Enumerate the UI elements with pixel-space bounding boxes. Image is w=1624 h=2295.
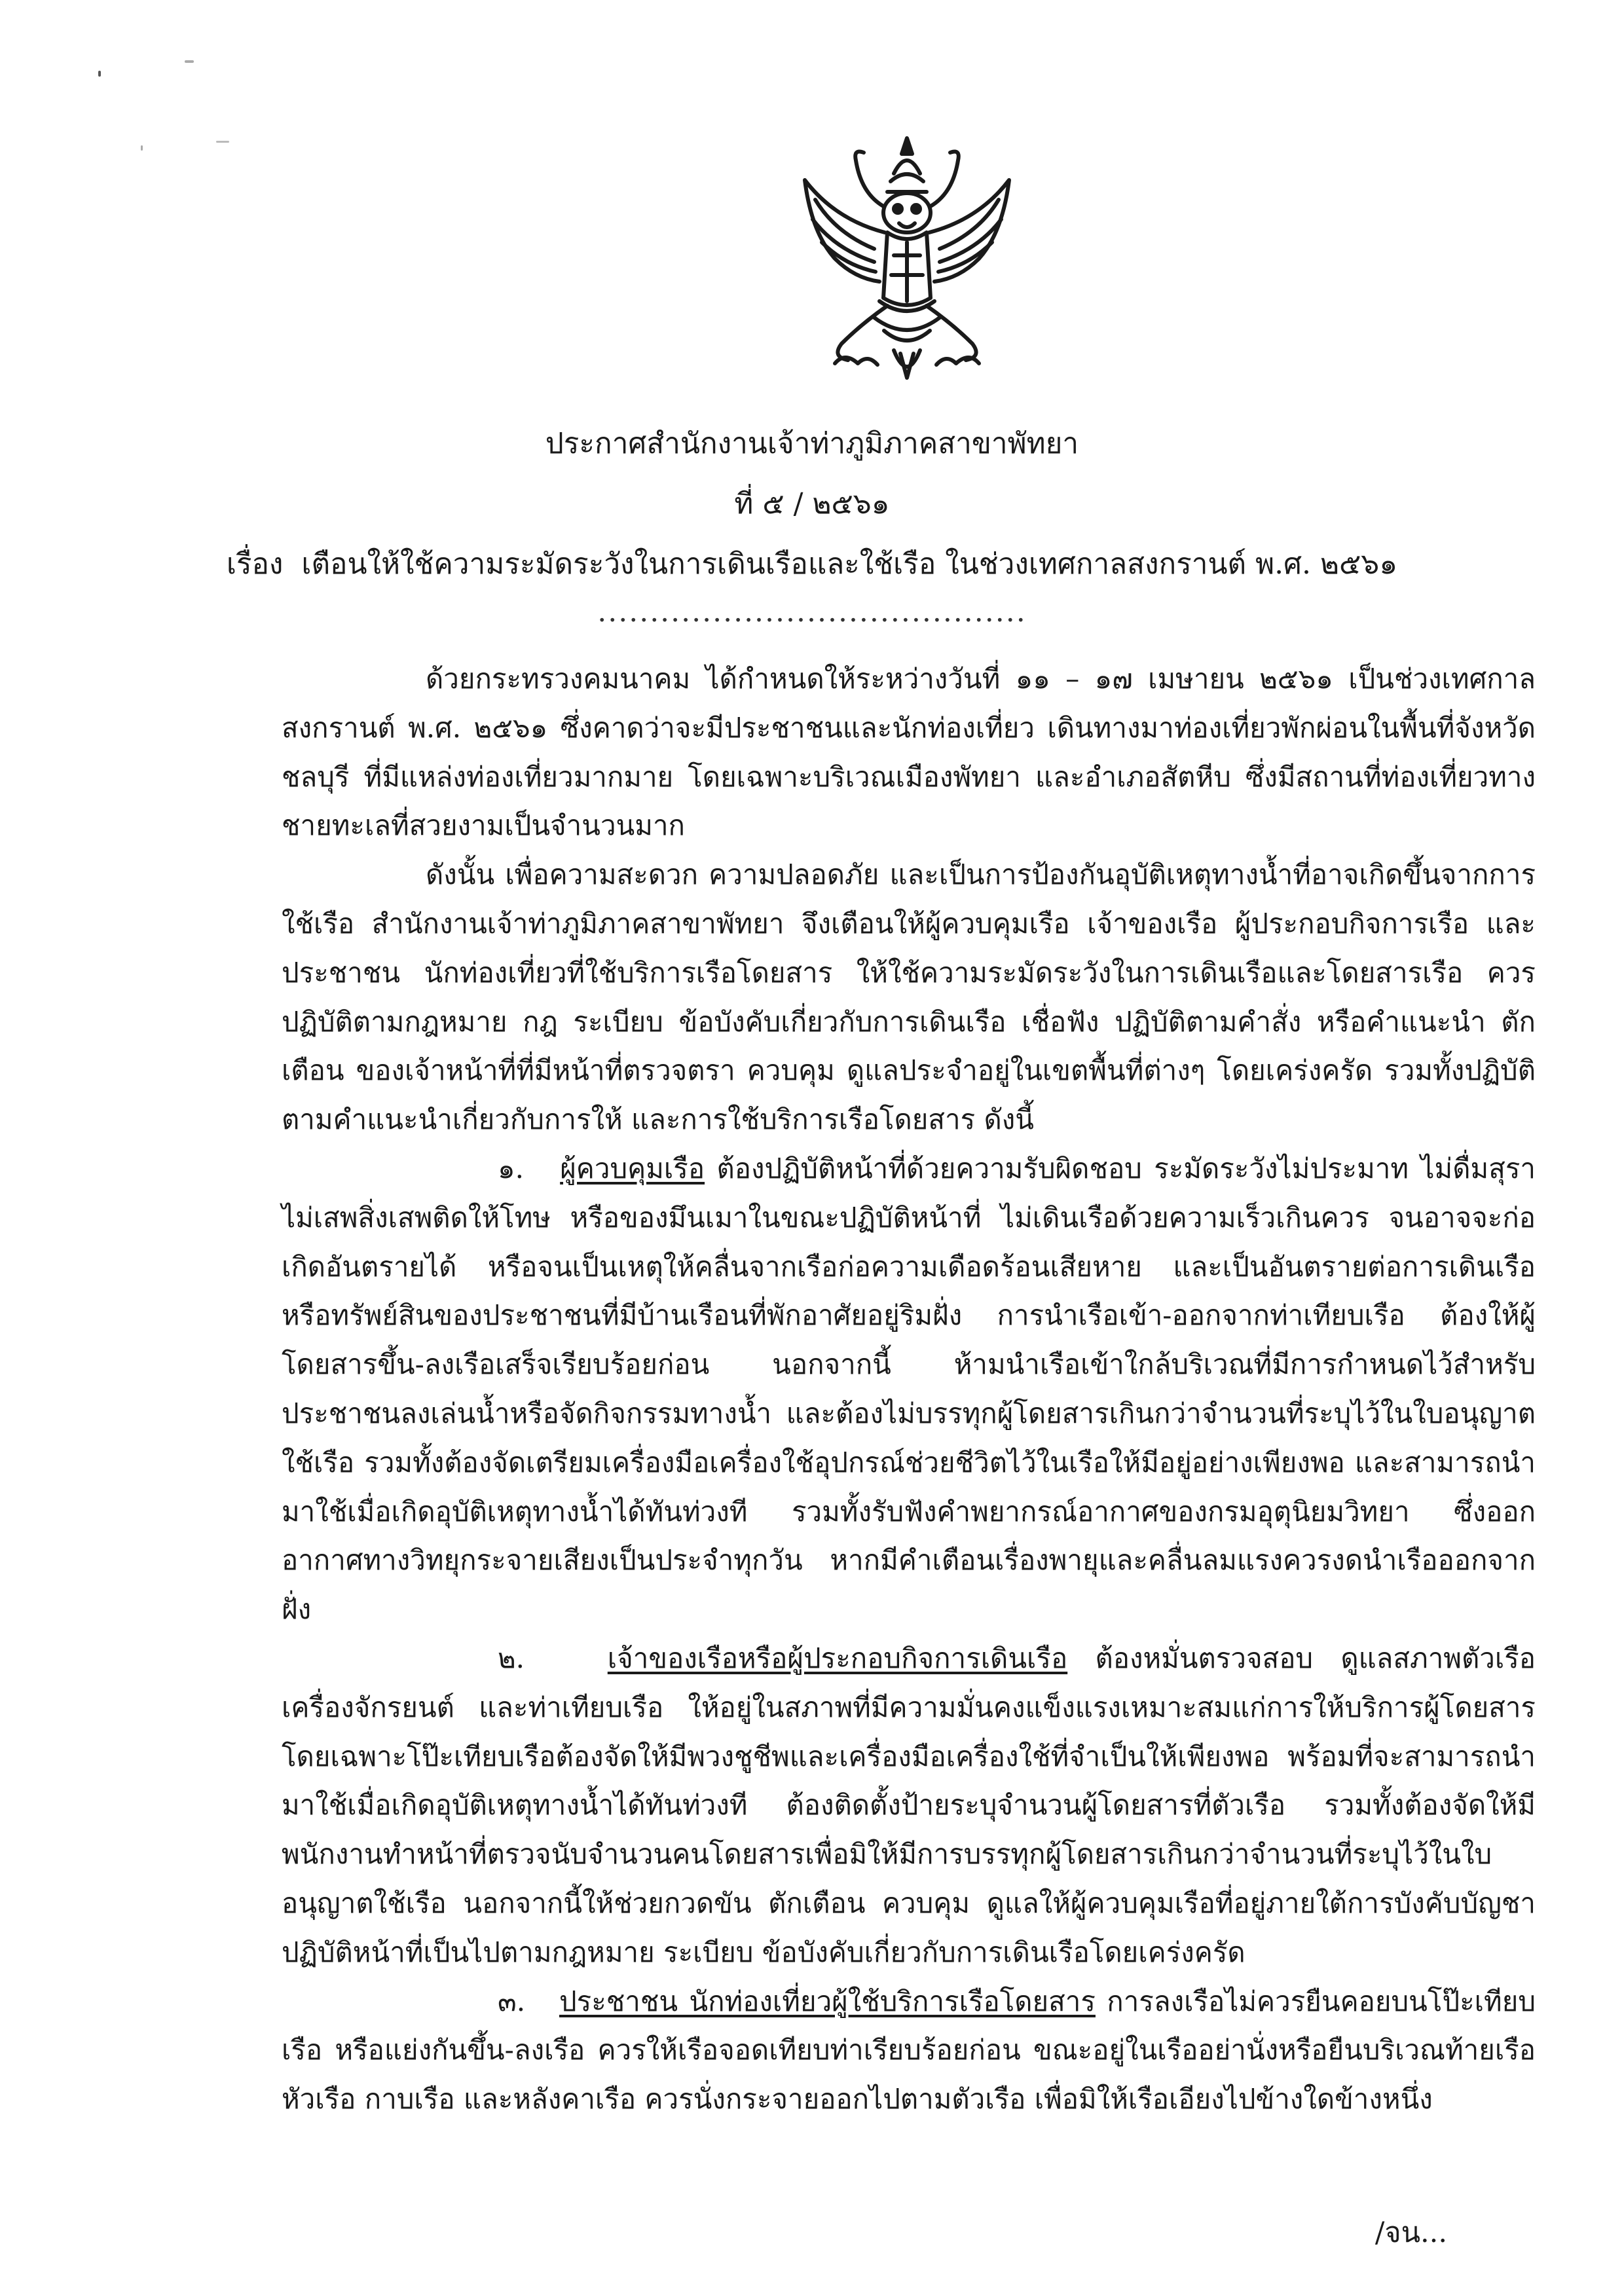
body-content: [282, 655, 1536, 2124]
item-text: การลงเรือไม่ควรยืนคอยบนโป๊ะเทียบเรือ หรือแย่งกันขึ้น-ลงเรือ ควรให้เรือจอดเทียบท่าเรียบร้อยก่อน ขณะอยู่ในเรืออย่านั่งหรือยืนบริเวณท้ายเรือ หัวเรือ กาบเรือ และหลังคาเรือ ควรนั่งกระจายออกไปตามตัวเรือ เพื่อมิให้เรือเอียงไปข้างใดข้างหนึ่ง: [282, 1985, 1536, 2116]
announcement-title: ประกาศสำนักงานเจ้าท่าภูมิภาคสาขาพัทยา: [545, 427, 1079, 460]
item-heading: ผู้ควบคุมเรือ: [560, 1152, 705, 1184]
list-item-2: [282, 1634, 1536, 1977]
announcement-subject: [0, 545, 1624, 584]
scan-speck: [216, 141, 229, 143]
item-text: ต้องปฏิบัติหน้าที่ด้วยความรับผิดชอบ ระมัดระวังไม่ประมาท ไม่ดื่มสุรา ไม่เสพสิ่งเสพติดให้โทษ หรือของมึนเมาในขณะปฏิบัติหน้าที่ ไม่เดินเรือด้วยความเร็วเกินควร จนอาจจะก่อเกิดอันตรายได้ หรือจนเป็นเหตุให้คลื่นจากเรือก่อความเดือดร้อนเสียหาย และเป็นอันตรายต่อการเดินเรือ หรือทรัพย์สินของประชาชนที่มีบ้านเรือนที่พักอาศัยอยู่ริมฝั่ง การนำเรือเข้า-ออกจากท่าเทียบเรือ ต้องให้ผู้โดยสารขึ้น-ลงเรือเสร็จเรียบร้อยก่อน นอกจากนี้ ห้ามนำเรือเข้าใกล้บริเวณที่มีการกำหนดไว้สำหรับประชาชนลงเล่นน้ำหรือจัดกิจกรรมทางน้ำ และต้องไม่บรรทุกผู้โดยสารเกินกว่าจำนวนที่ระบุไว้ในใบอนุญาตใช้เรือ รวมทั้งต้องจัดเตรียมเครื่องมือเครื่องใช้อุปกรณ์ช่วยชีวิตไว้ในเรือให้มีอยู่อย่างเพียงพอ และสามารถนำมาใช้เมื่อเกิดอุบัติเหตุทางน้ำได้ทันท่วงที รวมทั้งรับฟังคำพยากรณ์อากาศของกรมอุตุนิยมวิทยา ซึ่งออกอากาศทางวิทยุกระจายเสียงเป็นประจำทุกวัน หากมีคำเตือนเรื่องพายุและคลื่นลมแรงควรงดนำเรือออกจากฝั่ง: [282, 1152, 1536, 1626]
paragraph-intro: ด้วยกระทรวงคมนาคม ได้กำหนดให้ระหว่างวันที่ ๑๑ – ๑๗ เมษายน ๒๕๖๑ เป็นช่วงเทศกาลสงกรานต์ พ.ศ. ๒๕๖๑ ซึ่งคาดว่าจะมีประชาชนและนักท่องเที่ยว เดินทางมาท่องเที่ยวพักผ่อนในพื้นที่จังหวัดชลบุรี ที่มีแหล่งท่องเที่ยวมากมาย โดยเฉพาะบริเวณเมืองพัทยา และอำเภอสัตหีบ ซึ่งมีสถานที่ท่องเที่ยวทางชายทะเลที่สวยงามเป็นจำนวนมาก: [282, 663, 1536, 842]
item-text: ต้องหมั่นตรวจสอบ ดูแลสภาพตัวเรือ เครื่องจักรยนต์ และท่าเทียบเรือ ให้อยู่ในสภาพที่มีความมั่นคงแข็งแรงเหมาะสมแก่การให้บริการผู้โดยสาร โดยเฉพาะโป๊ะเทียบเรือต้องจัดให้มีพวงชูชีพและเครื่องมือเครื่องใช้ที่จำเป็นให้เพียงพอ พร้อมที่จะสามารถนำมาใช้เมื่อเกิดอุบัติเหตุทางน้ำได้ทันท่วงที ต้องติดตั้งป้ายระบุจำนวนผู้โดยสารที่ตัวเรือ รวมทั้งต้องจัดให้มีพนักงานทำหน้าที่ตรวจนับจำนวนคนโดยสารเพื่อมิให้มีการบรรทุกผู้โดยสารเกินกว่าจำนวนที่ระบุไว้ในใบอนุญาตใช้เรือ นอกจากนี้ให้ช่วยกวดขัน ตักเตือน ควบคุม ดูแลให้ผู้ควบคุมเรือที่อยู่ภายใต้การบังคับบัญชาปฏิบัติหน้าที่เป็นไปตามกฎหมาย ระเบียบ ข้อบังคับเกี่ยวกับการเดินเรือโดยเคร่งครัด: [282, 1642, 1536, 1968]
item-heading: เจ้าของเรือหรือผู้ประกอบกิจการเดินเรือ: [607, 1642, 1068, 1674]
scan-speck: [98, 71, 101, 77]
separator-dots: .........................................: [597, 595, 1027, 629]
garuda-emblem-icon: [796, 134, 1018, 386]
list-item-3: [282, 1977, 1536, 2124]
paragraph-therefore: ดังนั้น เพื่อความสะดวก ความปลอดภัย และเป็นการป้องกันอุบัติเหตุทางน้ำที่อาจเกิดขึ้นจากการใช้เรือ สำนักงานเจ้าท่าภูมิภาคสาขาพัทยา จึงเตือนให้ผู้ควบคุมเรือ เจ้าของเรือ ผู้ประกอบกิจการเรือ และประชาชน นักท่องเที่ยวที่ใช้บริการเรือโดยสาร ให้ใช้ความระมัดระวังในการเดินเรือและโดยสารเรือ ควรปฏิบัติตามกฎหมาย กฎ ระเบียบ ข้อบังคับเกี่ยวกับการเดินเรือ เชื่อฟัง ปฏิบัติตามคำสั่ง หรือคำแนะนำ ตักเตือน ของเจ้าหน้าที่ที่มีหน้าที่ตรวจตรา ควบคุม ดูแลประจำอยู่ในเขตพื้นที่ต่างๆ โดยเคร่งครัด รวมทั้งปฏิบัติตามคำแนะนำเกี่ยวกับการให้ และการใช้บริการเรือโดยสาร ดังนี้: [282, 858, 1536, 1136]
scan-speck: [141, 145, 143, 151]
announcement-number: ที่ ๕ / ๒๕๖๑: [734, 487, 890, 521]
subject-prefix: เรื่อง: [226, 547, 284, 581]
scan-speck: [185, 60, 194, 63]
item-number: ๓.: [498, 1985, 526, 2017]
item-number: ๒.: [498, 1642, 525, 1674]
item-heading: ประชาชน นักท่องเที่ยวผู้ใช้บริการเรือโดยสาร: [559, 1985, 1096, 2017]
page-continuation: /จน...: [1375, 2216, 1447, 2249]
subject-text: เตือนให้ใช้ความระมัดระวังในการเดินเรือและใช้เรือ ในช่วงเทศกาลสงกรานต์ พ.ศ. ๒๕๖๑: [301, 547, 1398, 581]
list-item-1: [282, 1145, 1536, 1634]
item-number: ๑.: [498, 1152, 525, 1184]
